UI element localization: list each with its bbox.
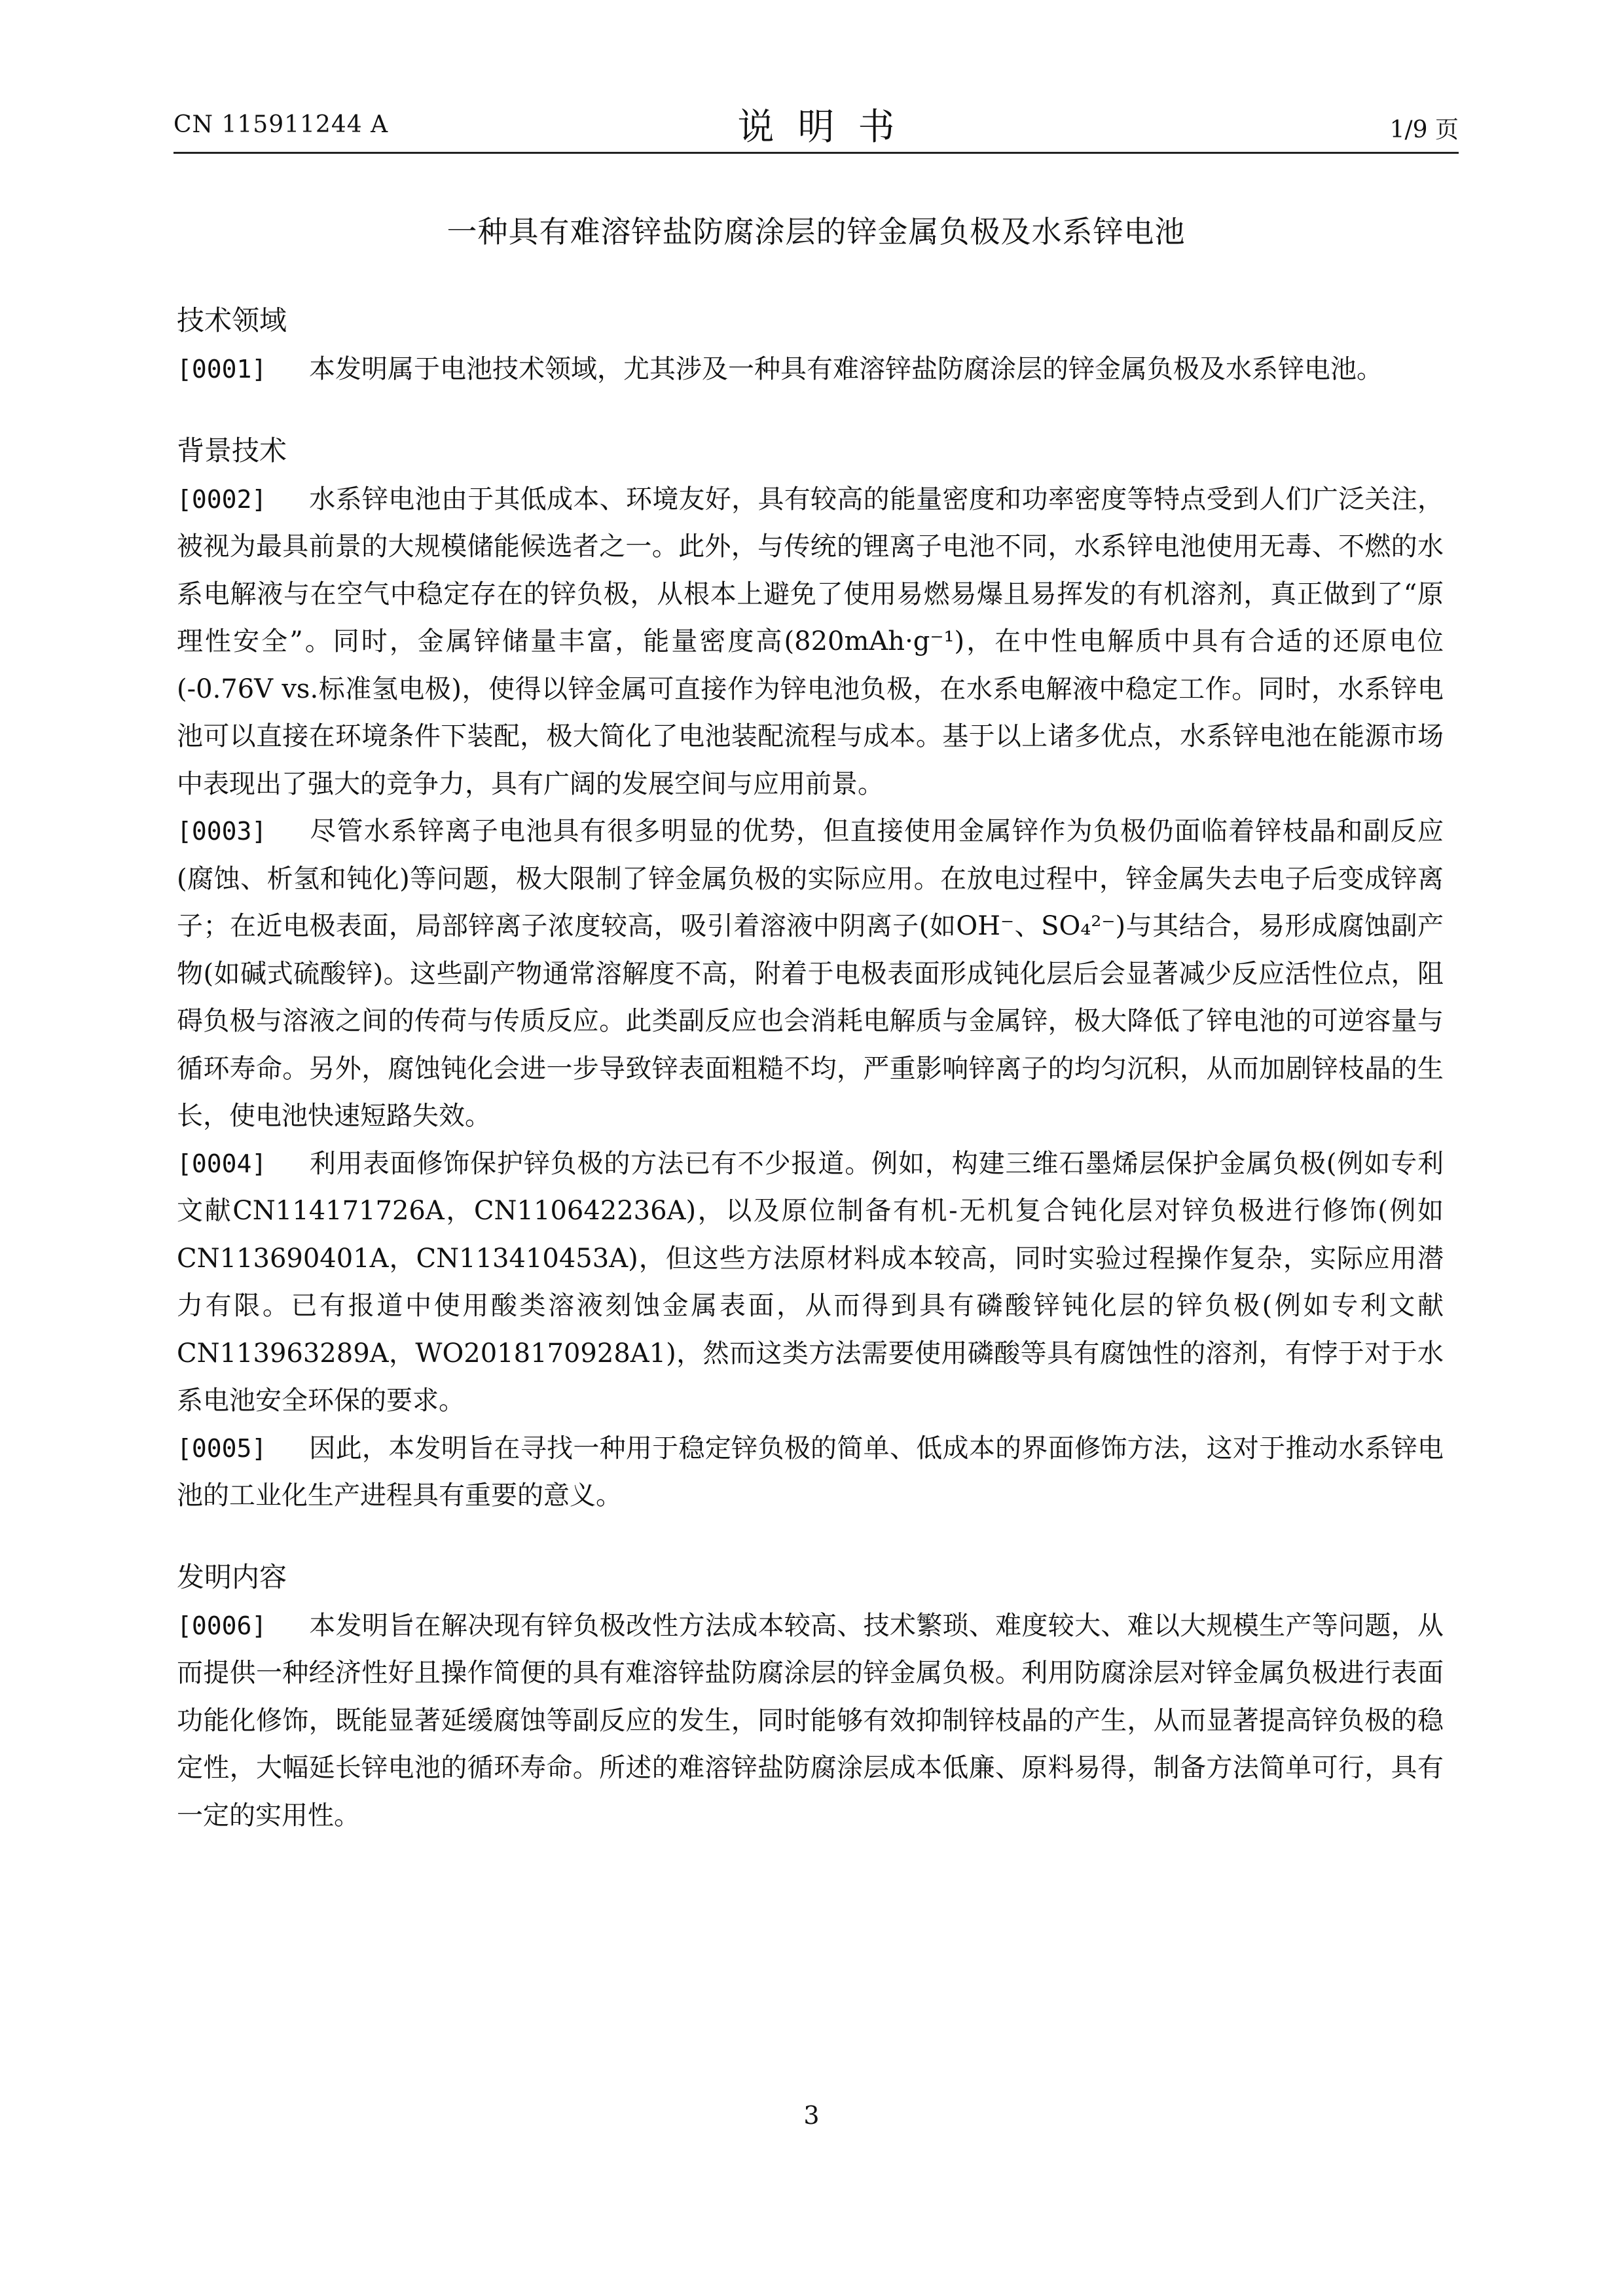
paragraph-text: 本发明旨在解决现有锌负极改性方法成本较高、技术繁琐、难度较大、难以大规模生产等问题，从而提供一种经济性好且操作简便的具有难溶锌盐防腐涂层的锌金属负极。利用防腐涂层对锌金属负极进行表面功能化修饰，既能显著延缓腐蚀等副反应的发生，同时能够有效抑制锌枝晶的产生，从而显著提高锌负极的稳定性，大幅延长锌电池的循环寿命。所述的难溶锌盐防腐涂层成本低廉、原料易得，制备方法简单可行，具有一定的实用性。 [177,1610,1444,1831]
document-title: 一种具有难溶锌盐防腐涂层的锌金属负极及水系锌电池 [447,214,1186,249]
paragraph-number: [0002] [177,484,267,514]
paragraph-text: 因此，本发明旨在寻找一种用于稳定锌负极的简单、低成本的界面修饰方法，这对于推动水系锌电池的工业化生产进程具有重要的意义。 [177,1433,1444,1511]
page-count: 1/9 页 [1389,117,1459,143]
paragraph-text: 利用表面修饰保护锌负极的方法已有不少报道。例如，构建三维石墨烯层保护金属负极(例如专利文献CN114171726A，CN110642236A)，以及原位制备有机-无机复合钝化层对锌负极进行修饰(例如CN113690401A，CN113410453A)，但这些方法原材料成本较高，同时实验过程操作复杂，实际应用潜力有限。已有报道中使用酸类溶液刻蚀金属表面，从而得到具有磷酸锌钝化层的锌负极(例如专利文献CN113963289A，WO2018170928A1)，然而这类方法需要使用磷酸等具有腐蚀性的溶剂，有悖于对于水系电池安全环保的要求。 [177,1148,1444,1416]
section-background-art [177,431,1444,1520]
paragraph-number: [0004] [177,1149,267,1178]
paragraph-text: 水系锌电池由于其低成本、环境友好，具有较高的能量密度和功率密度等特点受到人们广泛关注，被视为最具前景的大规模储能候选者之一。此外，与传统的锂离子电池不同，水系锌电池使用无毒、不燃的水系电解液与在空气中稳定存在的锌负极，从根本上避免了使用易燃易爆且易挥发的有机溶剂，真正做到了“原理性安全”。同时，金属锌储量丰富，能量密度高(820mAh·g⁻¹)，在中性电解质中具有合适的还原电位(-0.76V vs.标准氢电极)，使得以锌金属可直接作为锌电池负极，在水系电解液中稳定工作。同时，水系锌电池可以直接在环境条件下装配，极大简化了电池装配流程与成本。基于以上诸多优点，水系锌电池在能源市场中表现出了强大的竞争力，具有广阔的发展空间与应用前景。 [177,484,1444,799]
paragraph-text: 本发明属于电池技术领域，尤其涉及一种具有难溶锌盐防腐涂层的锌金属负极及水系锌电池。 [309,354,1383,384]
section-technical-field [177,301,1444,393]
paragraph-number: [0006] [177,1611,267,1640]
section-summary [177,1558,1444,1840]
document-kind: 说明书 [737,106,919,149]
page-number: 3 [803,2101,820,2130]
paragraph [177,1425,1444,1520]
paragraph-number: [0005] [177,1433,267,1463]
paragraph-number: [0001] [177,355,267,384]
paragraph-number: [0003] [177,817,267,846]
header-divider [173,152,1459,154]
paragraph [177,808,1444,1140]
section-heading: 技术领域 [177,304,287,336]
paragraph [177,476,1444,808]
paragraph-text: 尽管水系锌离子电池具有很多明显的优势，但直接使用金属锌作为负极仍面临着锌枝晶和副反应(腐蚀、析氢和钝化)等问题，极大限制了锌金属负极的实际应用。在放电过程中，锌金属失去电子后变成锌离子；在近电极表面，局部锌离子浓度较高，吸引着溶液中阴离子(如OH⁻、SO₄²⁻)与其结合，易形成腐蚀副产物(如碱式硫酸锌)。这些副产物通常溶解度不高，附着于电极表面形成钝化层后会显著减少反应活性位点，阻碍负极与溶液之间的传荷与传质反应。此类副反应也会消耗电解质与金属锌，极大降低了锌电池的可逆容量与循环寿命。另外，腐蚀钝化会进一步导致锌表面粗糙不均，严重影响锌离子的均匀沉积，从而加剧锌枝晶的生长，使电池快速短路失效。 [177,816,1444,1131]
paragraph [177,346,1444,393]
publication-number: CN 115911244 A [173,111,389,138]
paragraph [177,1602,1444,1840]
paragraph [177,1140,1444,1425]
document-body [177,301,1444,1877]
section-heading: 背景技术 [177,434,287,467]
section-heading: 发明内容 [177,1560,287,1593]
page-header [173,98,1459,151]
